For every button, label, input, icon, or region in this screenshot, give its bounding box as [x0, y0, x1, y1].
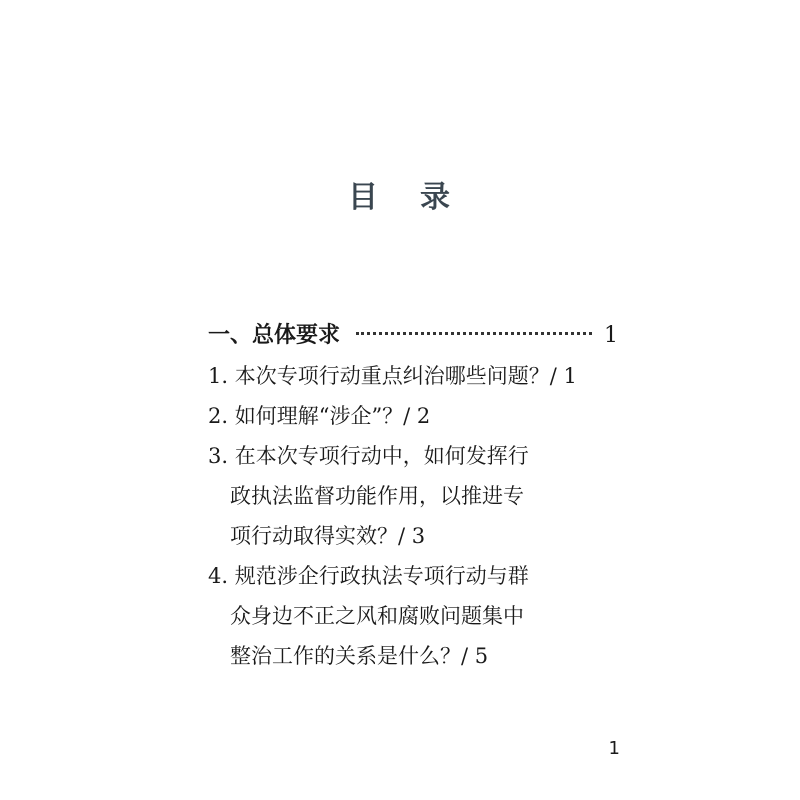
entry-line: 项行动取得实效？/ 3 [230, 524, 426, 548]
toc-entry-1[interactable] [208, 356, 618, 396]
entry-line: 整治工作的关系是什么？/ 5 [230, 644, 489, 668]
dot-leader [356, 332, 592, 335]
title-char-1: 目 [348, 180, 380, 215]
section-label: 一、总体要求 [208, 323, 341, 348]
title-char-2: 录 [420, 180, 452, 215]
entry-line: 众身边不正之风和腐败问题集中 [230, 604, 524, 628]
entry-line: 2. 如何理解“涉企”？/ 2 [208, 404, 431, 428]
section-page-number: 1 [604, 323, 618, 348]
entry-line: 3. 在本次专项行动中，如何发挥行 [208, 444, 529, 468]
page-title [0, 172, 800, 216]
entry-line: 政执法监督功能作用，以推进专 [230, 484, 524, 508]
toc-entry-2[interactable] [208, 396, 618, 436]
page-number: 1 [608, 738, 620, 759]
entry-line: 4. 规范涉企行政执法专项行动与群 [208, 564, 529, 588]
toc-section[interactable] [208, 316, 618, 356]
entry-line: 1. 本次专项行动重点纠治哪些问题？/ 1 [208, 364, 577, 388]
table-of-contents [208, 316, 618, 676]
toc-entry-4[interactable] [208, 556, 618, 676]
toc-entry-3[interactable] [208, 436, 618, 556]
